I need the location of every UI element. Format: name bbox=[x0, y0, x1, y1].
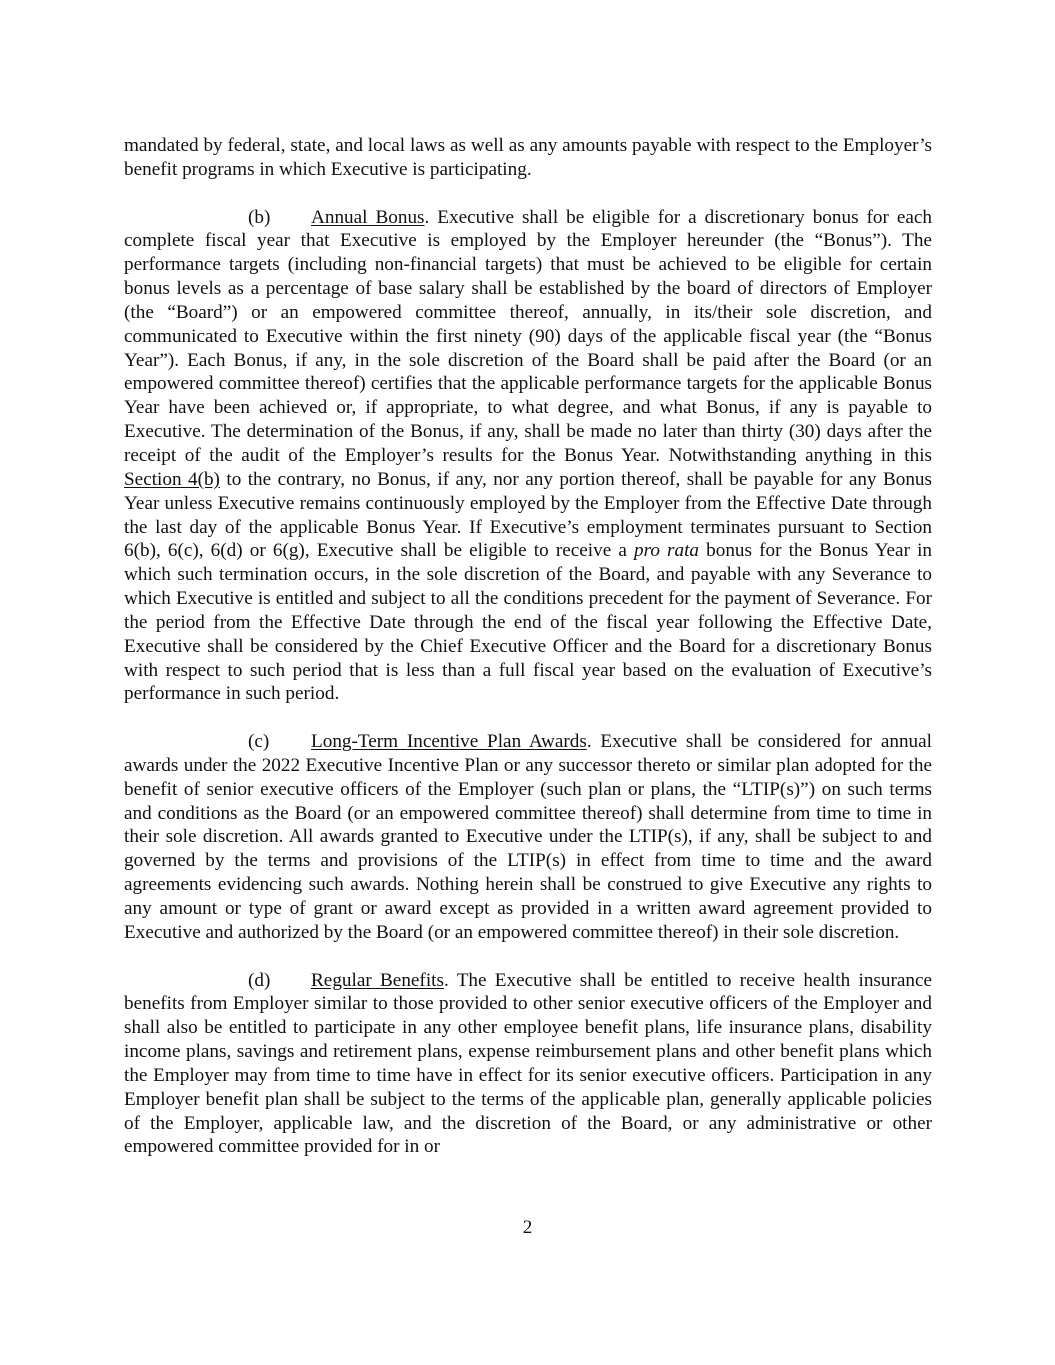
section-title: Annual Bonus bbox=[311, 206, 425, 228]
section-label: (d) bbox=[248, 969, 271, 991]
section-body-continued: to the contrary, no Bonus, if any, nor any portion thereof, shall be payable for any Bonus Year unless Executive remains continuously employed by the Employer from the Effective Date through the last day of the applicable Bonus Year. If Executive’s employment terminates pursuant to Section 6(b), 6(c), 6(d) or 6(g), Executive shall be eligible to receive a bbox=[124, 468, 932, 562]
section-d-regular-benefits bbox=[124, 969, 932, 1160]
section-label: (b) bbox=[248, 206, 271, 228]
section-body: . Executive shall be eligible for a discretionary bonus for each complete fiscal year that Executive is employed by the Employer hereunder (the “Bonus”). The performance targets (including non-financial targets) that must be achieved to be eligible for certain bonus levels as a percentage of base salary shall be established by the board of directors of Employer (the “Board”) or an empowered committee thereof, annually, in its/their sole discretion, and communicated to Executive within the first ninety (90) days of the applicable fiscal year (the “Bonus Year”). Each Bonus, if any, in the sole discretion of the Board shall be paid after the Board (or an empowered committee thereof) certifies that the applicable performance targets for the applicable Bonus Year have been achieved or, if appropriate, to what degree, and what Bonus, if any is payable to Executive. The determination of the Bonus, if any, shall be made no later than thirty (30) days after the receipt of the audit of the Employer’s results for the Bonus Year. Notwithstanding anything in this bbox=[124, 206, 932, 466]
document-page bbox=[124, 134, 932, 1159]
italic-term: pro rata bbox=[633, 540, 700, 562]
page-number: 2 bbox=[522, 1217, 533, 1238]
intro-paragraph bbox=[124, 134, 932, 182]
section-label: (c) bbox=[248, 731, 270, 753]
section-reference: Section 4(b) bbox=[124, 468, 220, 490]
section-title: Regular Benefits bbox=[311, 969, 444, 991]
section-b-annual-bonus bbox=[124, 206, 932, 707]
section-c-ltip-awards bbox=[124, 730, 932, 945]
section-body: . Executive shall be considered for annual awards under the 2022 Executive Incentive Plan or any successor thereto or similar plan adopted for the benefit of senior executive officers of the Employer (such plan or plans, the “LTIP(s)”) on such terms and conditions as the Board (or an empowered committee thereof) shall determine from time to time in their sole discretion. All awards granted to Executive under the LTIP(s), if any, shall be subject to and governed by the terms and provisions of the LTIP(s) in effect from time to time and the award agreements evidencing such awards. Nothing herein shall be construed to give Executive any rights to any amount or type of grant or award except as provided in a written award agreement provided to Executive and authorized by the Board (or an empowered committee thereof) in their sole discretion. bbox=[124, 731, 932, 943]
section-body-end: bonus for the Bonus Year in which such termination occurs, in the sole discretion of the Board, and payable with any Severance to which Executive is entitled and subject to all the conditions precedent for the payment of Severance. For the period from the Effective Date through the end of the fiscal year following the Effective Date, Executive shall be considered by the Chief Executive Officer and the Board for a discretionary Bonus with respect to such period that is less than a full fiscal year based on the evaluation of Executive’s performance in such period. bbox=[124, 540, 932, 705]
section-body: . The Executive shall be entitled to receive health insurance benefits from Employer similar to those provided to other senior executive officers of the Employer and shall also be entitled to participate in any other employee benefit plans, life insurance plans, disability income plans, savings and retirement plans, expense reimbursement plans and other benefit plans which the Employer may from time to time have in effect for its senior executive officers. Participation in any Employer benefit plan shall be subject to the terms of the applicable plan, generally applicable policies of the Employer, applicable law, and the discretion of the Board, or any administrative or other empowered committee provided for in or bbox=[124, 969, 933, 1158]
section-title: Long-Term Incentive Plan Awards bbox=[311, 731, 587, 753]
intro-text: mandated by federal, state, and local laws as well as any amounts payable with respect to the Employer’s benefit programs in which Executive is participating. bbox=[124, 135, 932, 180]
